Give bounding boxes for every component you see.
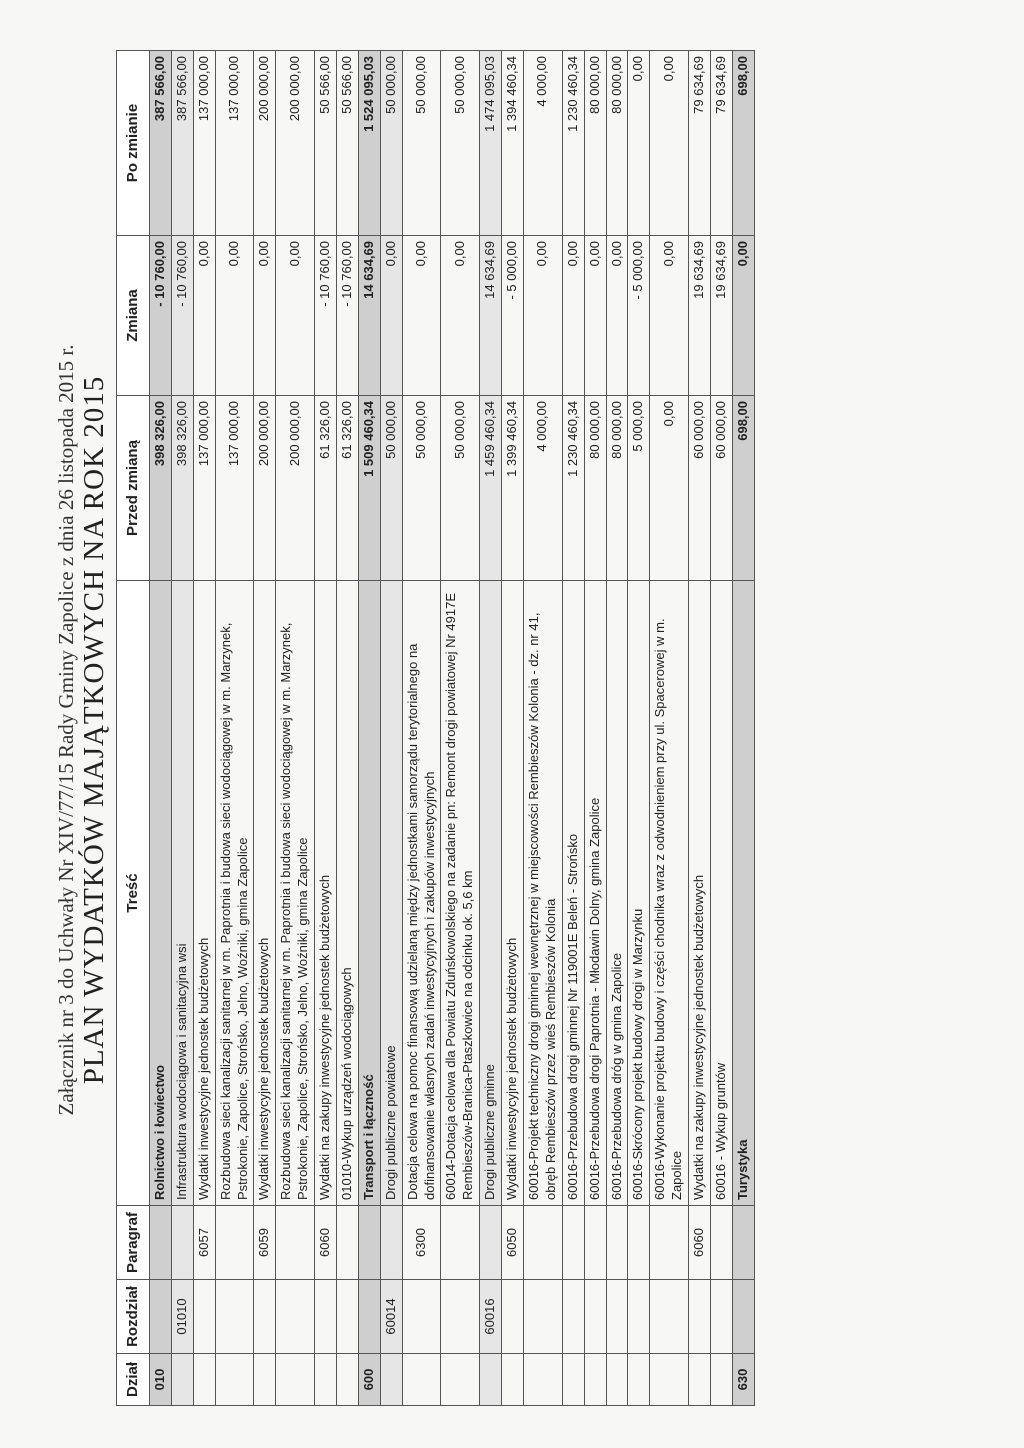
header-rozdzial: Rozdział [117, 1280, 150, 1354]
dzial-cell [171, 1354, 193, 1406]
przed-zmiana-cell: 200 000,00 [276, 396, 315, 581]
przed-zmiana-cell: 137 000,00 [193, 396, 215, 581]
paragraf-cell: 6050 [502, 1206, 524, 1280]
paragraf-cell: 6060 [315, 1206, 337, 1280]
dzial-cell [524, 1354, 563, 1406]
po-zmianie-cell: 137 000,00 [215, 51, 254, 236]
document-title: PLAN WYDATKÓW MAJĄTKOWYCH NA ROK 2015 [78, 375, 110, 1085]
przed-zmiana-cell: 1 230 460,34 [562, 396, 584, 581]
po-zmianie-cell: 698,00 [732, 51, 754, 236]
po-zmianie-cell: 137 000,00 [193, 51, 215, 236]
rozdzial-cell [628, 1280, 650, 1354]
przed-zmiana-cell: 50 000,00 [402, 396, 441, 581]
header-zmiana: Zmiana [117, 236, 150, 396]
tresc-cell: Wydatki inwestycyjne jednostek budżetowych [193, 581, 215, 1206]
po-zmianie-cell: 200 000,00 [254, 51, 276, 236]
tresc-cell: 60016-Przebudowa drogi gminnej Nr 119001E Beleń - Strońsko [562, 581, 584, 1206]
rotated-content [54, 40, 1014, 1420]
paragraf-cell [480, 1206, 502, 1280]
table-row [502, 51, 524, 1406]
po-zmianie-cell: 50 566,00 [315, 51, 337, 236]
table-row [650, 51, 689, 1406]
paragraf-cell [358, 1206, 380, 1280]
rozdzial-cell [732, 1280, 754, 1354]
przed-zmiana-cell: 80 000,00 [606, 396, 628, 581]
dzial-cell [193, 1354, 215, 1406]
rozdzial-cell [584, 1280, 606, 1354]
paragraf-cell [215, 1206, 254, 1280]
header-po-zmianie: Po zmianie [117, 51, 150, 236]
table-row [337, 51, 359, 1406]
zmiana-cell: - 10 760,00 [171, 236, 193, 396]
table-row [171, 51, 193, 1406]
tresc-cell: 60016 - Wykup gruntów [711, 581, 733, 1206]
przed-zmiana-cell: 1 459 460,34 [480, 396, 502, 581]
zmiana-cell: 0,00 [584, 236, 606, 396]
rozdzial-cell [254, 1280, 276, 1354]
table-row [689, 51, 711, 1406]
przed-zmiana-cell: 80 000,00 [584, 396, 606, 581]
rozdzial-cell [402, 1280, 441, 1354]
zmiana-cell: 0,00 [650, 236, 689, 396]
zmiana-cell: 0,00 [193, 236, 215, 396]
paragraf-cell [150, 1206, 172, 1280]
tresc-cell: Rolnictwo i łowiectwo [150, 581, 172, 1206]
przed-zmiana-cell: 60 000,00 [711, 396, 733, 581]
dzial-cell [441, 1354, 480, 1406]
paragraf-cell [584, 1206, 606, 1280]
table-row [606, 51, 628, 1406]
zmiana-cell: 0,00 [441, 236, 480, 396]
table-row [315, 51, 337, 1406]
po-zmianie-cell: 50 566,00 [337, 51, 359, 236]
rozdzial-cell [337, 1280, 359, 1354]
dzial-cell [402, 1354, 441, 1406]
dzial-cell: 630 [732, 1354, 754, 1406]
zmiana-cell: 0,00 [215, 236, 254, 396]
tresc-cell: 01010-Wykup urządzeń wodociągowych [337, 581, 359, 1206]
dzial-cell [606, 1354, 628, 1406]
tresc-cell: Dotacja celowa na pomoc finansową udzielaną między jednostkami samorządu terytorialnego na dofinansowanie własnych zadań inwestycyjnych i zakupów inwestycyjnych [402, 581, 441, 1206]
table-body [150, 51, 755, 1406]
attachment-caption: Załącznik nr 3 do Uchwały Nr XIV/77/15 Rady Gminy Zapolice z dnia 26 listopada 2015 r. [54, 344, 78, 1116]
paragraf-cell: 6059 [254, 1206, 276, 1280]
zmiana-cell: 14 634,69 [480, 236, 502, 396]
header-dzial: Dział [117, 1354, 150, 1406]
po-zmianie-cell: 50 000,00 [441, 51, 480, 236]
paragraf-cell [524, 1206, 563, 1280]
tresc-cell: Wydatki na zakupy inwestycyjne jednostek budżetowych [315, 581, 337, 1206]
przed-zmiana-cell: 61 326,00 [315, 396, 337, 581]
rozdzial-cell [315, 1280, 337, 1354]
tresc-cell: Infrastruktura wodociągowa i sanitacyjna wsi [171, 581, 193, 1206]
po-zmianie-cell: 80 000,00 [584, 51, 606, 236]
table-row [402, 51, 441, 1406]
table-row [732, 51, 754, 1406]
przed-zmiana-cell: 1 509 460,34 [358, 396, 380, 581]
paragraf-cell: 6300 [402, 1206, 441, 1280]
paragraf-cell [562, 1206, 584, 1280]
po-zmianie-cell: 1 394 460,34 [502, 51, 524, 236]
tresc-cell: 60016-Wykonanie projektu budowy i części chodnika wraz z odwodnieniem przy ul. Spacerowej w m. Zapolice [650, 581, 689, 1206]
dzial-cell [380, 1354, 402, 1406]
table-row [150, 51, 172, 1406]
table-row [441, 51, 480, 1406]
table-row [276, 51, 315, 1406]
table-row [193, 51, 215, 1406]
dzial-cell [689, 1354, 711, 1406]
zmiana-cell: 0,00 [276, 236, 315, 396]
header-przed-zmiana: Przed zmianą [117, 396, 150, 581]
zmiana-cell: - 10 760,00 [337, 236, 359, 396]
dzial-cell [502, 1354, 524, 1406]
rozdzial-cell [441, 1280, 480, 1354]
zmiana-cell: 0,00 [732, 236, 754, 396]
table-row [358, 51, 380, 1406]
header-tresc: Treść [117, 581, 150, 1206]
dzial-cell: 600 [358, 1354, 380, 1406]
zmiana-cell: 14 634,69 [358, 236, 380, 396]
przed-zmiana-cell: 50 000,00 [441, 396, 480, 581]
po-zmianie-cell: 50 000,00 [402, 51, 441, 236]
po-zmianie-cell: 387 566,00 [171, 51, 193, 236]
po-zmianie-cell: 79 634,69 [711, 51, 733, 236]
po-zmianie-cell: 79 634,69 [689, 51, 711, 236]
tresc-cell: 60016-Przebudowa dróg w gmina Zapolice [606, 581, 628, 1206]
po-zmianie-cell: 0,00 [628, 51, 650, 236]
po-zmianie-cell: 1 524 095,03 [358, 51, 380, 236]
rozdzial-cell [650, 1280, 689, 1354]
table-row [380, 51, 402, 1406]
table-row [628, 51, 650, 1406]
przed-zmiana-cell: 50 000,00 [380, 396, 402, 581]
tresc-cell: Wydatki inwestycyjne jednostek budżetowych [254, 581, 276, 1206]
po-zmianie-cell: 0,00 [650, 51, 689, 236]
przed-zmiana-cell: 61 326,00 [337, 396, 359, 581]
po-zmianie-cell: 1 474 095,03 [480, 51, 502, 236]
paragraf-cell: 6060 [689, 1206, 711, 1280]
przed-zmiana-cell: 137 000,00 [215, 396, 254, 581]
po-zmianie-cell: 4 000,00 [524, 51, 563, 236]
dzial-cell [254, 1354, 276, 1406]
paragraf-cell [732, 1206, 754, 1280]
dzial-cell [215, 1354, 254, 1406]
po-zmianie-cell: 80 000,00 [606, 51, 628, 236]
paragraf-cell [606, 1206, 628, 1280]
zmiana-cell: - 5 000,00 [502, 236, 524, 396]
zmiana-cell: 19 634,69 [711, 236, 733, 396]
table-row [524, 51, 563, 1406]
zmiana-cell: - 10 760,00 [315, 236, 337, 396]
paragraf-cell [171, 1206, 193, 1280]
header-paragraf: Paragraf [117, 1206, 150, 1280]
paragraf-cell [650, 1206, 689, 1280]
zmiana-cell: 0,00 [562, 236, 584, 396]
rozdzial-cell [562, 1280, 584, 1354]
zmiana-cell: 0,00 [254, 236, 276, 396]
dzial-cell [315, 1354, 337, 1406]
zmiana-cell: - 5 000,00 [628, 236, 650, 396]
table-row [254, 51, 276, 1406]
dzial-cell: 010 [150, 1354, 172, 1406]
rozdzial-cell [689, 1280, 711, 1354]
przed-zmiana-cell: 200 000,00 [254, 396, 276, 581]
rozdzial-cell [711, 1280, 733, 1354]
tresc-cell: Drogi publiczne gminne [480, 581, 502, 1206]
tresc-cell: 60016-Projekt techniczny drogi gminnej wewnętrznej w miejscowości Rembieszów Kolonia - dz. nr 41, obręb Rembieszów przez wieś Rembieszów Kolonia [524, 581, 563, 1206]
po-zmianie-cell: 200 000,00 [276, 51, 315, 236]
rozdzial-cell [502, 1280, 524, 1354]
paragraf-cell [337, 1206, 359, 1280]
paragraf-cell [276, 1206, 315, 1280]
zmiana-cell: 19 634,69 [689, 236, 711, 396]
table-row [480, 51, 502, 1406]
paragraf-cell: 6057 [193, 1206, 215, 1280]
przed-zmiana-cell: 1 399 460,34 [502, 396, 524, 581]
tresc-cell: Drogi publiczne powiatowe [380, 581, 402, 1206]
rozdzial-cell [358, 1280, 380, 1354]
table-row [562, 51, 584, 1406]
tresc-cell: 60016-Przebudowa drogi Paprotnia - Młodawin Dolny, gmina Zapolice [584, 581, 606, 1206]
przed-zmiana-cell: 4 000,00 [524, 396, 563, 581]
przed-zmiana-cell: 698,00 [732, 396, 754, 581]
dzial-cell [584, 1354, 606, 1406]
przed-zmiana-cell: 0,00 [650, 396, 689, 581]
rozdzial-cell [276, 1280, 315, 1354]
rozdzial-cell [150, 1280, 172, 1354]
table-row [215, 51, 254, 1406]
tresc-cell: 60014-Dotacja celowa dla Powiatu Zduńskowolskiego na zadanie pn: Remont drogi powiatowej Nr 4917E Rembieszów-Branica-Ptaszkowice na odcinku ok. 5,6 km [441, 581, 480, 1206]
budget-table [116, 50, 755, 1406]
tresc-cell: Transport i łączność [358, 581, 380, 1206]
tresc-cell: 60016-Skrócony projekt budowy drogi w Marzynku [628, 581, 650, 1206]
paragraf-cell [711, 1206, 733, 1280]
po-zmianie-cell: 50 000,00 [380, 51, 402, 236]
table-row [584, 51, 606, 1406]
dzial-cell [562, 1354, 584, 1406]
dzial-cell [711, 1354, 733, 1406]
po-zmianie-cell: 1 230 460,34 [562, 51, 584, 236]
paragraf-cell [628, 1206, 650, 1280]
rozdzial-cell: 01010 [171, 1280, 193, 1354]
tresc-cell: Rozbudowa sieci kanalizacji sanitarnej w m. Paprotnia i budowa sieci wodociągowej w m. Marzynek, Pstrokonie, Zapolice, Strońsko, Jelno, Woźniki, gmina Zapolice [276, 581, 315, 1206]
table-row [711, 51, 733, 1406]
przed-zmiana-cell: 5 000,00 [628, 396, 650, 581]
zmiana-cell: 0,00 [380, 236, 402, 396]
tresc-cell: Rozbudowa sieci kanalizacji sanitarnej w m. Paprotnia i budowa sieci wodociągowej w m. Marzynek, Pstrokonie, Zapolice, Strońsko, Jelno, Woźniki, gmina Zapolice [215, 581, 254, 1206]
dzial-cell [480, 1354, 502, 1406]
przed-zmiana-cell: 398 326,00 [171, 396, 193, 581]
paragraf-cell [441, 1206, 480, 1280]
paragraf-cell [380, 1206, 402, 1280]
zmiana-cell: 0,00 [524, 236, 563, 396]
dzial-cell [276, 1354, 315, 1406]
rozdzial-cell [193, 1280, 215, 1354]
tresc-cell: Turystyka [732, 581, 754, 1206]
rozdzial-cell [215, 1280, 254, 1354]
przed-zmiana-cell: 60 000,00 [689, 396, 711, 581]
dzial-cell [337, 1354, 359, 1406]
zmiana-cell: 0,00 [402, 236, 441, 396]
tresc-cell: Wydatki na zakupy inwestycyjne jednostek budżetowych [689, 581, 711, 1206]
rozdzial-cell [606, 1280, 628, 1354]
przed-zmiana-cell: 398 326,00 [150, 396, 172, 581]
rozdzial-cell: 60016 [480, 1280, 502, 1354]
tresc-cell: Wydatki inwestycyjne jednostek budżetowych [502, 581, 524, 1206]
rozdzial-cell [524, 1280, 563, 1354]
rozdzial-cell: 60014 [380, 1280, 402, 1354]
table-header-row [117, 51, 150, 1406]
dzial-cell [628, 1354, 650, 1406]
dzial-cell [650, 1354, 689, 1406]
po-zmianie-cell: 387 566,00 [150, 51, 172, 236]
zmiana-cell: 0,00 [606, 236, 628, 396]
zmiana-cell: - 10 760,00 [150, 236, 172, 396]
